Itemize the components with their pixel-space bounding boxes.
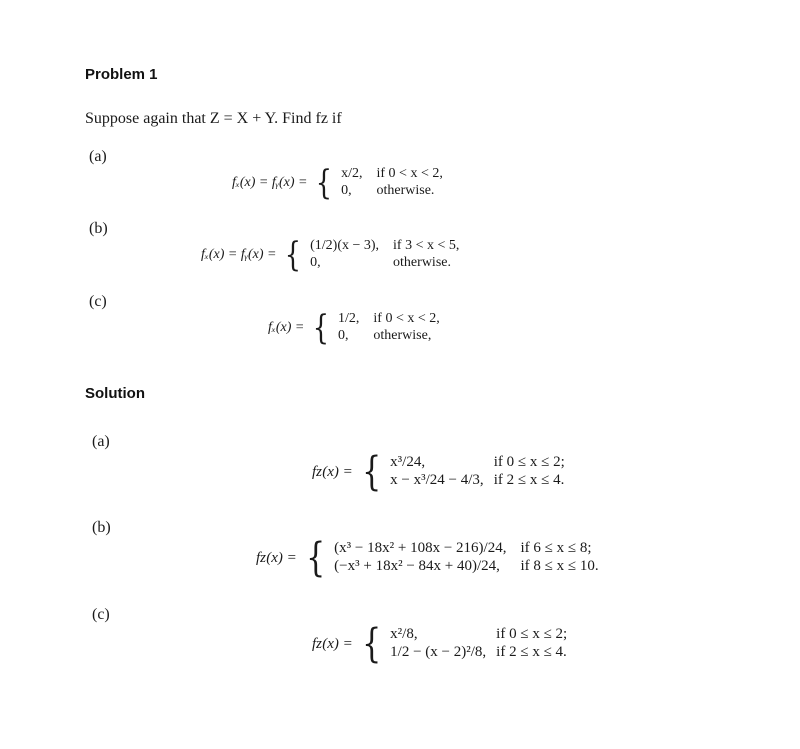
case-expr: x²/8,	[390, 626, 418, 642]
equation-lhs: fᴢ(x) =	[312, 635, 353, 652]
problem-heading: Problem 1	[85, 66, 158, 83]
case-cond: if 2 ≤ x ≤ 4.	[493, 472, 565, 488]
case-expr: (x³ − 18x² + 108x − 216)/24,	[334, 540, 507, 556]
solution-part-b-label: (b)	[92, 519, 111, 536]
case-cond: if 2 ≤ x ≤ 4.	[496, 644, 567, 660]
solution-part-a-label: (a)	[92, 433, 110, 450]
case-cond: otherwise.	[376, 183, 435, 198]
case-row	[334, 540, 598, 558]
left-brace: {	[361, 621, 381, 667]
case-cond: if 0 < x < 2,	[373, 311, 440, 326]
case-cond: otherwise.	[393, 255, 451, 270]
cases-table	[390, 626, 567, 662]
cases-table	[334, 540, 598, 576]
case-row	[310, 238, 459, 255]
case-row	[390, 644, 567, 662]
left-brace: {	[313, 308, 330, 348]
case-row	[341, 166, 443, 183]
case-expr: 1/2,	[338, 311, 360, 326]
case-expr: x/2,	[341, 166, 363, 181]
left-brace: {	[361, 449, 381, 495]
equation-lhs: fₓ(x) = fᵧ(x) =	[201, 247, 277, 262]
problem-part-c-label: (c)	[89, 293, 107, 310]
case-row	[338, 311, 440, 328]
case-expr: (−x³ + 18x² − 84x + 40)/24,	[334, 558, 500, 574]
case-row	[341, 183, 443, 200]
case-cond: if 0 ≤ x ≤ 2;	[493, 454, 565, 470]
left-brace: {	[285, 235, 302, 275]
problem-part-a-equation	[232, 163, 443, 203]
case-row	[310, 255, 459, 272]
problem-part-b-equation	[201, 235, 460, 275]
problem-part-a-label: (a)	[89, 148, 107, 165]
cases-table	[338, 311, 440, 345]
equation-lhs: fᴢ(x) =	[312, 463, 353, 480]
left-brace: {	[305, 535, 325, 581]
equation-lhs: fₓ(x) =	[268, 320, 305, 335]
equation-lhs: fᴢ(x) =	[256, 549, 297, 566]
case-expr: 0,	[338, 328, 349, 343]
problem-part-b-label: (b)	[89, 220, 108, 237]
solution-part-a-equation	[312, 449, 565, 495]
case-cond: if 0 ≤ x ≤ 2;	[496, 626, 568, 642]
case-expr: 1/2 − (x − 2)²/8,	[390, 644, 487, 660]
cases-table	[341, 166, 443, 200]
case-row	[390, 472, 565, 490]
solution-heading: Solution	[85, 385, 145, 402]
solution-part-c-equation	[312, 621, 568, 667]
case-expr: x − x³/24 − 4/3,	[390, 472, 484, 488]
case-expr: 0,	[341, 183, 352, 198]
case-row	[390, 626, 567, 644]
case-row	[338, 328, 440, 345]
solution-part-c-label: (c)	[92, 606, 110, 623]
equation-lhs: fₓ(x) = fᵧ(x) =	[232, 175, 308, 190]
case-cond: if 3 < x < 5,	[393, 238, 460, 253]
case-cond: if 0 < x < 2,	[376, 166, 443, 181]
problem-part-c-equation	[268, 308, 440, 348]
left-brace: {	[316, 163, 333, 203]
case-cond: if 8 ≤ x ≤ 10.	[520, 558, 599, 574]
case-expr: 0,	[310, 255, 321, 270]
case-expr: x³/24,	[390, 454, 426, 470]
cases-table	[390, 454, 565, 490]
cases-table	[310, 238, 459, 272]
case-expr: (1/2)(x − 3),	[310, 238, 380, 253]
case-row	[390, 454, 565, 472]
case-cond: otherwise,	[373, 328, 432, 343]
problem-intro: Suppose again that Z = X + Y. Find fᴢ if	[85, 110, 342, 127]
case-row	[334, 558, 598, 576]
solution-part-b-equation	[256, 535, 599, 581]
case-cond: if 6 ≤ x ≤ 8;	[520, 540, 592, 556]
